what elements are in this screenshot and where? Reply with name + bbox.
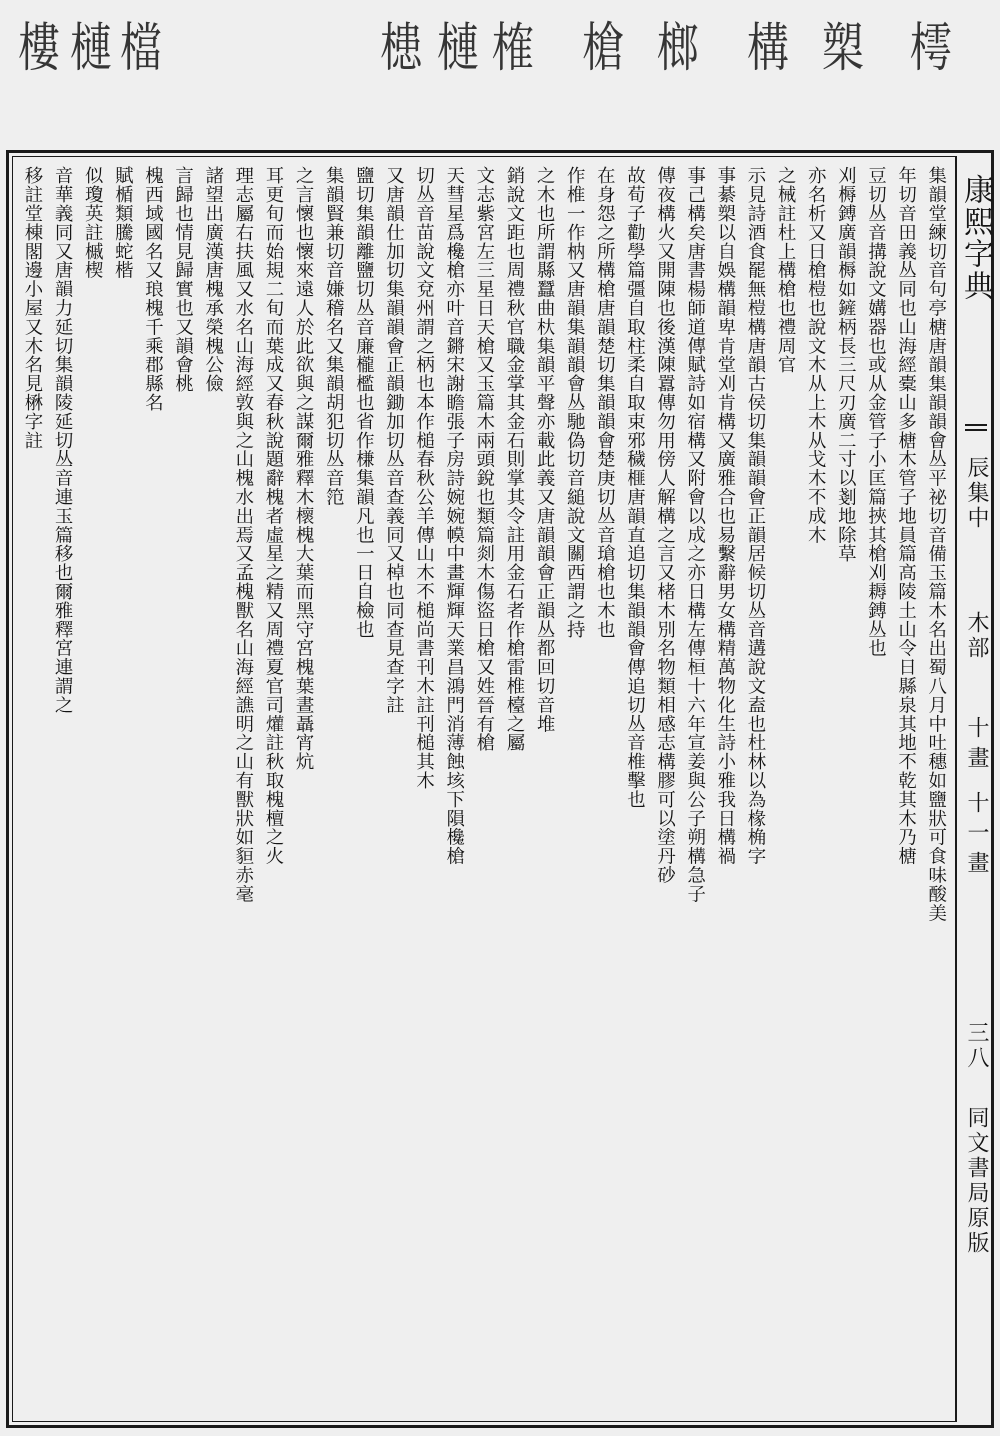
text-column: 集韻賢兼切音嫌稽名又集韻胡犯切丛音笵 bbox=[323, 166, 345, 507]
margin-header bbox=[956, 156, 994, 1422]
seal-character: 榔 bbox=[656, 16, 699, 78]
text-column: 故荀子勸學篇彊自取柱柔自取束邪穢榧唐韻直追切集韻韻會傳追切丛音椎擊也 bbox=[624, 166, 646, 809]
text-column: 耳更旬而始規二旬而葉成又春秋說題辭槐者虛星之精又周禮夏官司爟註秋取槐檀之火 bbox=[263, 166, 284, 866]
text-column: 槐西域國名又琅槐千乘郡縣名 bbox=[142, 166, 164, 412]
text-column: 理志屬右扶風又水名山海經敦與之山槐水出焉又孟槐獸名山海經譙明之山有獸狀如貆赤毫 bbox=[232, 166, 254, 904]
text-column: 豆切丛音搆說文媾器也或从金管子小匡篇挾其槍刈耨鎛丛也 bbox=[865, 166, 887, 658]
text-column: 刈槈鎛廣韻槈如鏟柄長三尺刃廣二寸以剗地除草 bbox=[835, 166, 857, 563]
text-column: 音華義同又唐韻力延切集韻陵延切丛音連玉篇移也爾雅釋宮連謂之 bbox=[52, 166, 74, 715]
seal-character: 槤 bbox=[436, 16, 479, 78]
text-column: 切丛音苗說文兗州謂之柄也本作槌春秋公羊傳山木不槌尚書刊木註刊槌其木 bbox=[413, 166, 435, 790]
seal-character: 構 bbox=[746, 16, 789, 78]
text-column: 作椎一作枘又唐韻集韻韻會丛馳偽切音縋說文關西謂之持 bbox=[564, 166, 586, 639]
text-column: 示見詩酒食罷無榿構唐韻古侯切集韻韻會正韻居候切丛音遘說文盍也杜林以為椽桷字 bbox=[745, 166, 766, 866]
seal-character: 樓 bbox=[17, 16, 60, 78]
seal-character: 槍 bbox=[581, 16, 624, 78]
text-column: 之言懷也懷來遠人於此欲與之謀爾雅釋木櫰槐大葉而黑守宮槐葉晝聶宵炕 bbox=[293, 166, 315, 771]
seal-character: 槵 bbox=[379, 16, 422, 78]
double-rule bbox=[965, 424, 987, 426]
seal-character: 槤 bbox=[69, 16, 112, 78]
book-title: 康熙字典 bbox=[958, 174, 993, 302]
seal-character: 樗 bbox=[909, 16, 952, 78]
text-column: 似瓊英註槭楔 bbox=[82, 166, 104, 280]
text-column: 傳夜構火又開陳也後漢陳囂傳勿用傍人解構之言又楮木別名物類相感志構膠可以塗丹砂 bbox=[654, 166, 676, 885]
text-column: 在身怨之所構槍唐韻楚切集韻韻會楚庚切丛音瑲槍也木也 bbox=[594, 166, 616, 639]
text-column: 亦名析又日槍榿也說文木从上木从戈木不成木 bbox=[805, 166, 827, 544]
seal-script-heading bbox=[0, 0, 1000, 135]
dictionary-text-body bbox=[14, 160, 954, 1418]
text-column: 諸望出廣漢唐槐承榮槐公儉 bbox=[202, 166, 224, 393]
text-column: 事綦槊以自娛構韻卑肯堂刈肯構又廣雅合也易繫辭男女構精萬物化生詩小雅我日構禍 bbox=[714, 166, 736, 866]
text-column: 天彗星爲欃槍亦叶音鏘宋謝瞻張子房詩婉婉幙中畫輝輝天業昌鴻門消薄蝕垓下隕欃槍 bbox=[443, 166, 465, 866]
text-column: 移註堂棟閣邊小屋又木名見楙字註 bbox=[22, 166, 43, 450]
text-column: 言歸也情見歸實也又韻會桃 bbox=[172, 166, 194, 393]
text-column: 事己構矣唐書楊師道傳賦詩如宿構又附會以成之亦日構左傳桓十六年宣姜與公子朔構急子 bbox=[684, 166, 706, 904]
text-column: 又唐韻仕加切集韻韻會正韻鋤加切丛音查義同又棹也同查見查字註 bbox=[383, 166, 405, 715]
radical-label: 木部 bbox=[964, 611, 989, 661]
text-column: 之械註杜上構槍也禮周官 bbox=[775, 166, 797, 374]
text-column: 集韻堂練切音句亭榶唐韻集韻韻會丛平祕切音備玉篇木名出蜀八月中吐穗如鹽狀可食味酸美 bbox=[925, 166, 947, 922]
volume-label: 辰集中 bbox=[964, 456, 989, 531]
publisher-label: 同文書局原版 bbox=[964, 1106, 989, 1256]
text-column: 鹽切集韻離鹽切丛音廉櫳檻也省作槏集韻凡也一日自檢也 bbox=[353, 166, 375, 639]
text-column: 年切音田義丛同也山海經橐山多榶木管子地員篇高陵土山令日縣泉其地不乾其木乃榶 bbox=[895, 166, 917, 866]
text-column: 文志紫宮左三星日天槍又玉篇木兩頭銳也類篇剡木傷盜日槍又姓晉有槍 bbox=[473, 166, 495, 752]
text-column: 賦楯類騰蛇楷 bbox=[112, 166, 134, 280]
stroke-count-label: 十畫 十一畫 bbox=[964, 716, 989, 881]
text-column: 銷說文距也周禮秋官職金掌其金石則掌其令註用金石者作槍雷椎檯之屬 bbox=[504, 166, 525, 752]
seal-character: 槊 bbox=[821, 16, 864, 78]
page-number: 三八 bbox=[964, 1021, 989, 1071]
seal-character: 榷 bbox=[491, 16, 534, 78]
text-column: 之木也所謂縣蠶曲杕集韻平聲亦載此義又唐韻韻會正韻丛都回切音堆 bbox=[534, 166, 556, 733]
seal-character: 檔 bbox=[119, 16, 162, 78]
